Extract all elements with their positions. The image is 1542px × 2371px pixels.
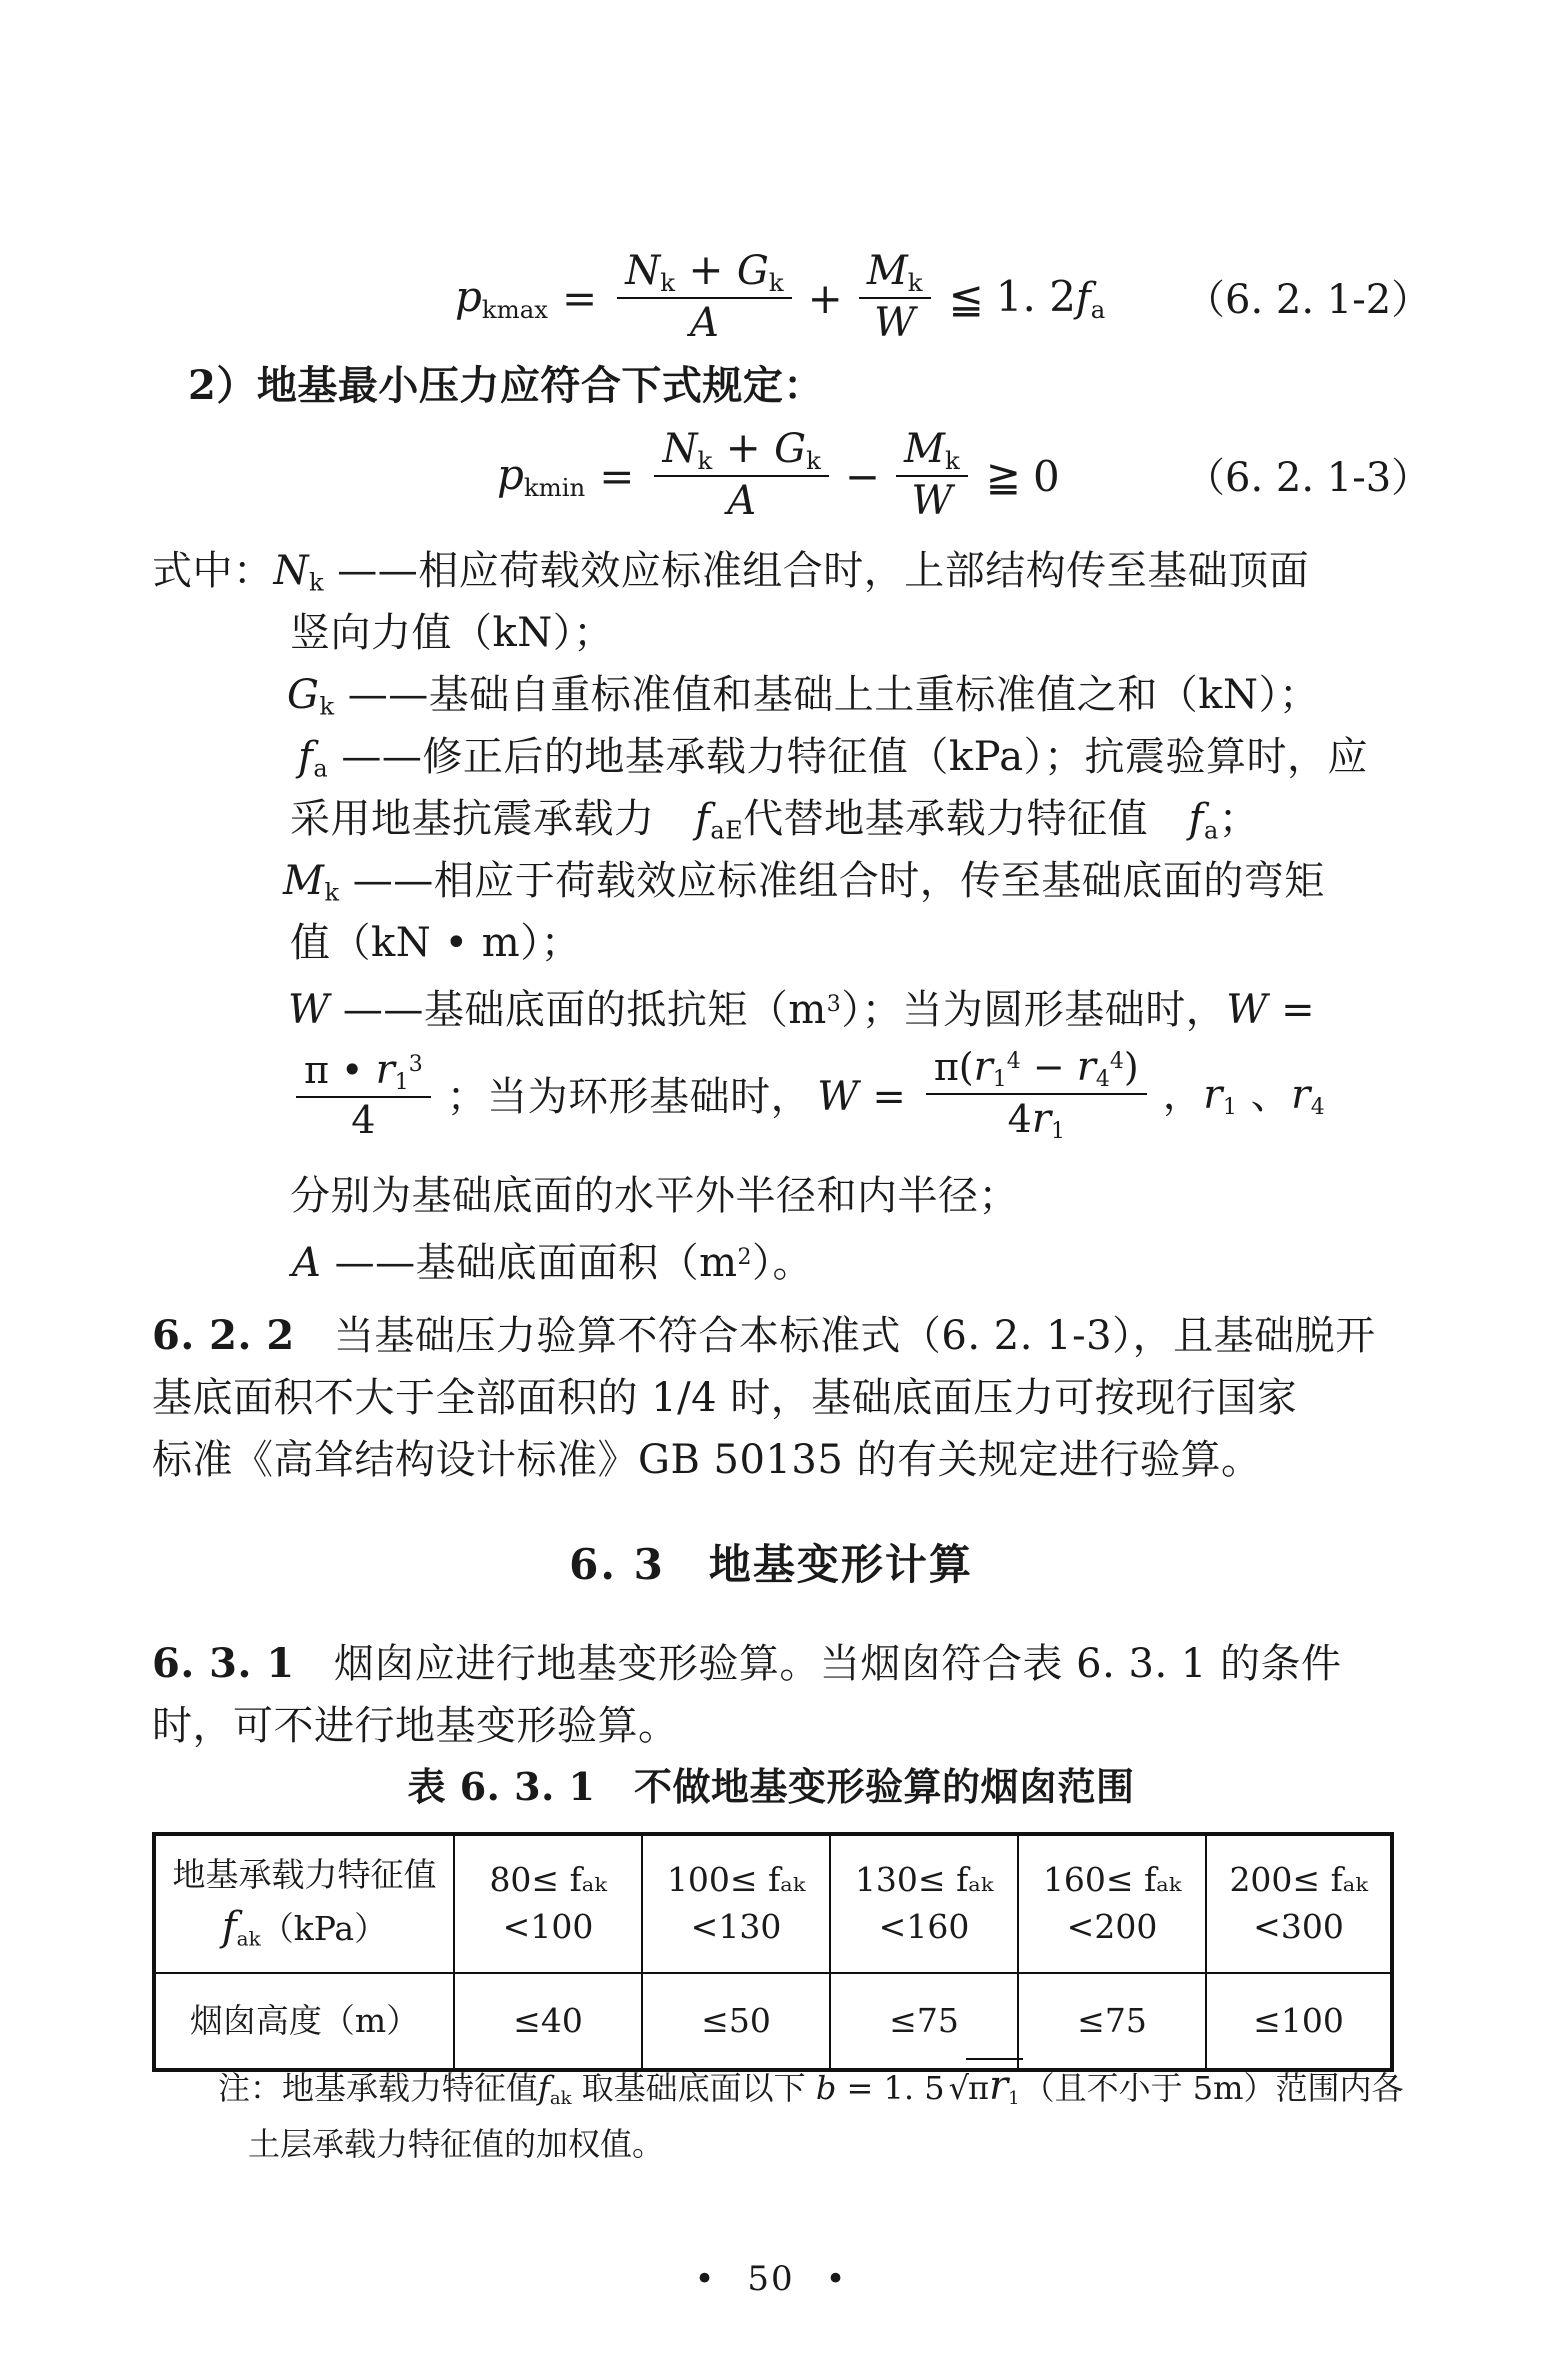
equation-6-2-1-3	[497, 423, 1060, 525]
definition-N-k-line2: 竖向力值（kN）；	[290, 610, 614, 656]
eq1-rhs: 1. $2f_a$	[995, 272, 1106, 325]
table-cell-range-1	[454, 1834, 642, 1973]
table-cell-range-3-upper: <160	[878, 1907, 970, 1946]
clause-6-2-2-line3: 标准《高耸结构设计标准》GB 50135 的有关规定进行验算。	[152, 1437, 1262, 1483]
eq1-fraction-2	[859, 248, 931, 347]
definition-W-line2	[290, 1044, 1326, 1146]
definition-f-a-line2-end: ；	[1218, 796, 1260, 842]
eq2-fraction-1	[654, 423, 828, 525]
table-cell-height-3: ≤75	[830, 1973, 1018, 2070]
eq1-frac2-denominator: W	[874, 300, 916, 347]
definition-W-line3: 分别为基础底面的水平外半径和内半径；	[290, 1173, 1019, 1219]
W-ring-equals: =	[872, 1073, 906, 1120]
definition-A	[292, 1227, 813, 1294]
table-6-3-1	[152, 1832, 1394, 2072]
table-cell-range-5	[1206, 1834, 1392, 1973]
symbol-A: A	[292, 1240, 322, 1287]
symbol-f-aE-subscript: aE	[710, 816, 744, 845]
eq2-equals: =	[599, 451, 635, 501]
table-note-b: b	[815, 2069, 837, 2107]
section-6-3-heading	[0, 1532, 1542, 1592]
eq2-geq-sign: ≧	[985, 451, 1021, 501]
table-header-fak-line1: 地基承载力特征值	[172, 1855, 437, 1895]
eq2-fraction-2	[896, 426, 968, 525]
definition-A-line1: ——基础底面面积$(m^2)$。	[334, 1240, 814, 1287]
footer-right-dot: •	[825, 2259, 848, 2299]
definition-f-a-line1: ——修正后的地基承载力特征值（kPa）；抗震验算时，应	[341, 734, 1369, 780]
W-line2-tail: ，$r_1$ 、$r_4$	[1162, 1071, 1326, 1120]
eq2-frac2-denominator: W	[911, 478, 953, 525]
eq2-frac2-numerator: $M_k$	[896, 426, 968, 477]
eq1-leq-sign: ≦	[948, 273, 984, 323]
symbol-f-a: f	[298, 734, 314, 780]
table-caption-gap	[595, 1764, 634, 1809]
table-header-cell-fak	[154, 1834, 454, 1973]
eq2-rhs: 0	[1032, 451, 1060, 501]
clause-6-2-2-text-line1: 当基础压力验算不符合本标准式（6. 2. 1-3），且基础脱开	[333, 1313, 1376, 1359]
eq1-frac1-denominator: A	[689, 300, 719, 347]
clause-6-3-1-line2: 时，可不进行地基变形验算。	[152, 1703, 679, 1749]
clause-6-2-2-number: 6. 2. 2	[152, 1312, 295, 1359]
table-caption-text: 不做地基变形验算的烟囱范围	[633, 1764, 1135, 1809]
table-cell-range-5-upper: <300	[1253, 1907, 1344, 1946]
symbol-f-a-subscript: a	[313, 754, 329, 783]
table-cell-range-1-lower: 80≤ fₐₖ	[489, 1860, 607, 1900]
W-circular-denominator: 4	[351, 1097, 376, 1142]
W-ring-fraction	[926, 1046, 1147, 1144]
eq1-frac2-numerator: $M_k$	[859, 248, 931, 299]
clause-6-2-2-line1	[152, 1305, 1376, 1367]
symbol-f-a-2-subscript: a	[1203, 816, 1219, 845]
table-row-height	[154, 1973, 1392, 2070]
table-note-value: 1. 5	[883, 2069, 945, 2107]
symbol-W-inline: W	[1226, 987, 1268, 1034]
definition-f-a-line2-text2: 代替地基承载力特征值	[743, 796, 1189, 842]
table-note-prefix: 注：地基承载力特征值	[218, 2069, 539, 2107]
table-cell-range-4	[1018, 1834, 1206, 1973]
symbol-N-k: N	[273, 548, 309, 594]
clause-2-intro: 2）地基最小压力应符合下式规定：	[188, 362, 824, 409]
equation-number-6-2-1-2: （6. 2. 1-2）	[1185, 277, 1432, 323]
table-note-line2: 土层承载力特征值的加权值。	[248, 2125, 665, 2163]
table-header-cell-height: 烟囱高度（m）	[154, 1973, 454, 2070]
W-line2-mid-text: ；当为环形基础时，	[446, 1073, 812, 1120]
eq2-frac1-denominator: A	[727, 478, 757, 525]
table-header-fak-line2: $f_{ak}(kPa)$	[221, 1904, 388, 1951]
equation-number-6-2-1-3: （6. 2. 1-3）	[1185, 455, 1432, 501]
symbol-M-k: M	[283, 858, 325, 904]
eq2-minus-operator: −	[844, 451, 881, 501]
table-cell-range-1-upper: <100	[502, 1907, 594, 1946]
table-cell-range-5-lower: 200≤ fₐₖ	[1229, 1860, 1368, 1900]
eq1-plus-operator: +	[807, 273, 843, 323]
table-note-symbol-f: f	[538, 2069, 550, 2107]
definition-W	[288, 974, 1315, 1041]
table-cell-range-2-upper: <130	[690, 1907, 782, 1946]
clause-6-3-1-number: 6. 3. 1	[152, 1640, 295, 1687]
footer-left-dot: •	[694, 2259, 717, 2299]
symbol-G-k: G	[287, 672, 320, 718]
eq1-fraction-1	[617, 245, 791, 347]
section-6-3-number: 6. 3	[569, 1540, 665, 1589]
symbol-f-aE: f	[695, 796, 711, 842]
eq2-frac1-numerator: $N_k + G_k$	[654, 426, 828, 477]
eq1-equals: =	[562, 273, 598, 323]
table-cell-height-2: ≤50	[642, 1973, 830, 2070]
table-note-equals: =	[846, 2069, 874, 2107]
section-6-3-gap	[665, 1540, 709, 1589]
table-note-line1	[218, 2058, 1403, 2125]
table-note-symbol-f-sub: ak	[549, 2088, 572, 2110]
table-cell-range-2-lower: 100≤ fₐₖ	[666, 1860, 806, 1900]
symbol-M-k-subscript: k	[324, 878, 340, 907]
table-cell-range-4-upper: <200	[1066, 1907, 1158, 1946]
clause-6-3-1-text-line1: 烟囱应进行地基变形验算。当烟囱符合表 6. 3. 1 的条件	[333, 1641, 1342, 1687]
table-6-3-1-caption	[0, 1764, 1542, 1809]
W-circular-numerator: π • $r_1^3$	[296, 1049, 431, 1098]
table-note-suffix: （且不小于 5m）范围内各	[1022, 2069, 1404, 2107]
table-note-sqrt: $√\pi r_1$	[945, 2058, 1023, 2125]
table-cell-height-1: ≤40	[454, 1973, 642, 2070]
eq1-frac1-numerator: $N_k + G_k$	[617, 248, 791, 299]
table-row-header	[154, 1834, 1392, 1973]
footer-page-number: 50	[747, 2259, 795, 2299]
clause-6-3-1-line1	[152, 1633, 1342, 1695]
definition-M-k-line1: ——相应于荷载效应标准组合时，传至基础底面的弯矩	[352, 858, 1325, 904]
W-ring-denominator: $4r_1$	[1007, 1096, 1065, 1145]
symbol-f-a-2: f	[1188, 796, 1204, 842]
W-ring-numerator: $\pi(r_1^4 - r_4^4)$	[926, 1046, 1147, 1095]
W-circular-fraction	[296, 1046, 431, 1142]
table-cell-range-3-lower: 130≤ fₐₖ	[854, 1860, 994, 1900]
table-cell-range-4-lower: 160≤ fₐₖ	[1042, 1860, 1182, 1900]
eq1-lhs: $p_{kmax}$	[455, 272, 549, 325]
table-note-mid: 取基础底面以下	[581, 2069, 806, 2107]
eq2-lhs: $p_{kmin}$	[497, 450, 586, 503]
table-6-3-1-wrapper	[152, 1832, 1390, 2072]
section-6-3-title: 地基变形计算	[708, 1540, 973, 1589]
equals-sign-W: =	[1281, 987, 1316, 1034]
definition-f-a-line2-text: 采用地基抗震承载力	[290, 796, 695, 842]
table-cell-range-2	[642, 1834, 830, 1973]
table-caption-number: 表 6. 3. 1	[407, 1764, 596, 1809]
definition-N-k-line1: ——相应荷载效应标准组合时，上部结构传至基础顶面	[337, 548, 1310, 594]
definition-W-line1-text: ——基础底面的抵抗矩$(m^3)$；当为圆形基础时，	[342, 987, 1227, 1034]
definition-label-text: 式中：	[152, 548, 274, 594]
table-cell-range-3	[830, 1834, 1018, 1973]
symbol-W-ring: W	[817, 1073, 859, 1120]
definition-M-k-line2: 值（kN • m）；	[290, 920, 582, 966]
definition-G-k-line1: ——基础自重标准值和基础上土重标准值之和（kN）；	[347, 672, 1320, 718]
equation-6-2-1-2	[455, 245, 1106, 347]
page-footer	[0, 2259, 1542, 2299]
symbol-G-k-subscript: k	[319, 692, 335, 721]
table-cell-height-4: ≤75	[1018, 1973, 1206, 2070]
symbol-W: W	[288, 987, 330, 1034]
table-cell-height-5: ≤100	[1206, 1973, 1392, 2070]
clause-6-2-2-line2: 基底面积不大于全部面积的 1/4 时，基础底面压力可按现行国家	[152, 1375, 1298, 1421]
symbol-N-k-subscript: k	[309, 568, 325, 597]
